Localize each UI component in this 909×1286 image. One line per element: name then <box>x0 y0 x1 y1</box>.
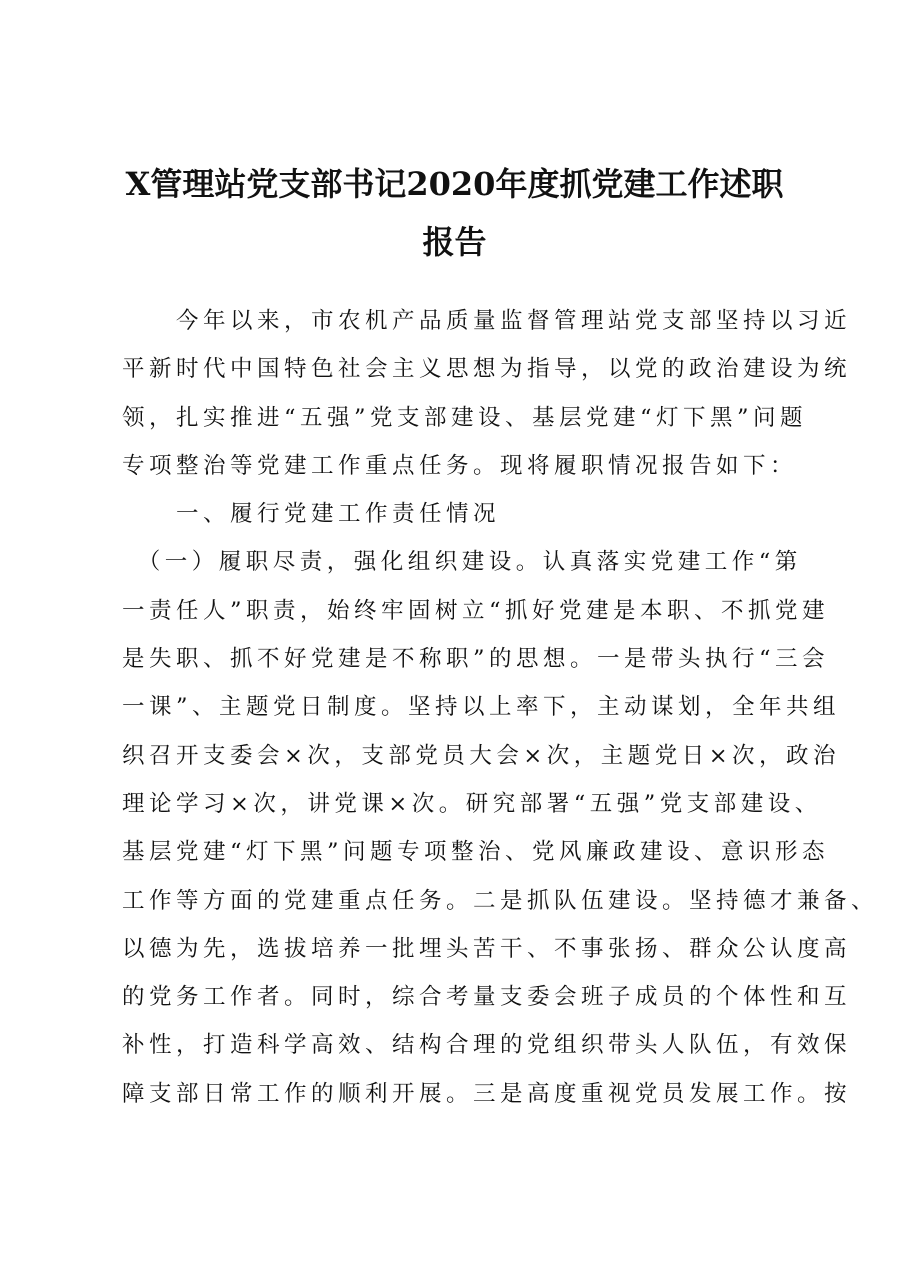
body-line: 补性，打造科学高效、结构合理的党组织带头人队伍，有效保 <box>122 1032 852 1059</box>
section-heading: 一、履行党建工作责任情况 <box>122 501 501 528</box>
body-line: 的党务工作者。同时，综合考量支委会班子成员的个体性和互 <box>122 984 852 1011</box>
body-line: 织召开支委会×次，支部党员大会×次，主题党日×次，政治 <box>122 742 841 769</box>
body-line: 一课”、主题党日制度。坚持以上率下，主动谋划，全年共组 <box>122 694 841 721</box>
document-title-line-1: X管理站党支部书记2020年度抓党建工作述职 <box>125 165 784 203</box>
body-line: 一责任人”职责，始终牢固树立“抓好党建是本职、不抓党建 <box>122 597 830 624</box>
body-line: 基层党建“灯下黑”问题专项整治、党风廉政建设、意识形态 <box>122 839 830 866</box>
document-body <box>122 297 879 1118</box>
body-line: 以德为先，选拔培养一批埋头苦干、不事张扬、群众公认度高 <box>122 935 852 962</box>
body-line: 工作等方面的党建重点任务。二是抓队伍建设。坚持德才兼备、 <box>122 887 879 914</box>
body-line: 专项整治等党建工作重点任务。现将履职情况报告如下： <box>122 452 798 479</box>
body-line: 障支部日常工作的顺利开展。三是高度重视党员发展工作。按 <box>122 1080 852 1107</box>
body-line: （一）履职尽责，强化组织建设。认真落实党建工作“第 <box>122 549 802 576</box>
body-line: 理论学习×次，讲党课×次。研究部署“五强”党支部建设、 <box>122 790 822 817</box>
body-line: 平新时代中国特色社会主义思想为指导，以党的政治建设为统 <box>122 356 852 383</box>
body-line: 今年以来，市农机产品质量监督管理站党支部坚持以习近 <box>122 308 852 334</box>
document-title-line-2: 报告 <box>422 223 487 261</box>
body-line: 领，扎实推进“五强”党支部建设、基层党建“灯下黑”问题 <box>122 404 808 431</box>
body-line: 是失职、抓不好党建是不称职”的思想。一是带头执行“三会 <box>122 646 830 673</box>
